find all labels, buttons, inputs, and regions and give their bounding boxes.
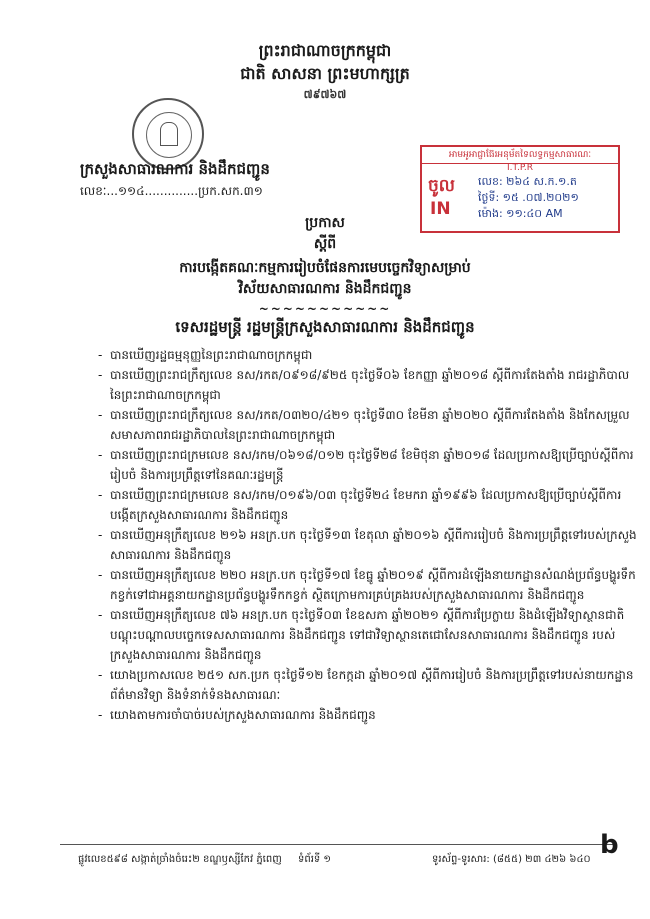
list-item: - បានឃើញរដ្ឋធម្មនុញ្ញនៃព្រះរាជាណាចក្រកម្ពុជា	[98, 348, 313, 362]
issuer-title: ទេសរដ្ឋមន្ត្រី រដ្ឋមន្ត្រីក្រសួងសាធារណការ និងដឹកជញ្ជូន	[175, 318, 475, 336]
list-item: - បានឃើញអនុក្រឹត្យលេខ ២១៦ អនក្រ.បក ចុះថ្ងៃទី១៣ ខែតុលា ឆ្នាំ២០១៦ ស្តីពីការរៀបចំ និងការប្រព្រឹត្តទៅរបស់ក្រសួងសាធារណការ និងដឹកជញ្ជូន	[98, 528, 637, 562]
stamp-date: ថ្ងៃទី: ១៥ .០៧.២០២១	[478, 191, 579, 204]
doc-type: ប្រកាស	[305, 215, 345, 231]
list-item: - បានឃើញព្រះរាជក្រឹត្យលេខ នស/រកត/០៩១៨/៩២៥ ចុះថ្ងៃទី០៦ ខែកញ្ញា ឆ្នាំ២០១៨ ស្តីពីការតែងតាំង រាជរដ្ឋាភិបាលនៃព្រះរាជាណាចក្រកម្ពុជា	[98, 368, 630, 402]
list-item: - យោងប្រកាសលេខ ២៥១ សក.ប្រក ចុះថ្ងៃទី១២ ខែកក្កដា ឆ្នាំ២០១៧ ស្តីពីការរៀបចំ និងការប្រព្រឹត្តទៅរបស់នាយកដ្ឋានព័ត៌មានវិទ្យា និងទំនាក់ទំនងសាធារណៈ	[98, 668, 634, 702]
footer-divider	[60, 844, 616, 845]
kingdom-heading: ព្រះរាជាណាចក្រកម្ពុជា	[258, 41, 392, 60]
list-item: - បានឃើញព្រះរាជក្រឹត្យលេខ នស/រកត/០៣២០/៤២១ ចុះថ្ងៃទី៣០ ខែមីនា ឆ្នាំ២០២០ ស្តីពីការតែងតាំង និងកែសម្រួលសមាសភាពរាជរដ្ឋាភិបាលនៃព្រះរាជាណាចក្រកម្ពុជា	[98, 408, 630, 442]
stamp-title: អាមអូអាជ្ញាធ៊ែរអនុម័តទៃលទ្ធកម្មសាធារណៈ	[422, 147, 618, 164]
page-number: ទំព័រទី ១	[298, 854, 331, 865]
motto-heading: ជាតិ សាសនា ព្រះមហាក្សត្រ	[240, 64, 410, 83]
list-item: - យោងតាមការចាំបាច់របស់ក្រសួងសាធារណការ និងដឹកជញ្ជូន	[98, 708, 376, 722]
footer-phone: ទូរស័ព្ទ-ទូរសារ: (៨៥៥) ២៣ ៤២៦ ៦៤០	[432, 854, 591, 865]
reference-number: លេខៈ...១១៤..............ប្រក.សក.៣១	[80, 184, 263, 198]
stamp-time: ម៉ោង: ១១:៤០ AM	[478, 207, 563, 220]
list-item: - បានឃើញអនុក្រឹត្យលេខ ៧៦ អនក្រ.បក ចុះថ្ងៃទី០៣ ខែឧសភា ឆ្នាំ២០២១ ស្តីពីការប្រែក្លាយ និងដំឡើងវិទ្យាស្ថានជាតិបណ្តុះបណ្តាលបច្ចេកទេសសាធារណការ និងដឹកជញ្ជូន ទៅជាវិទ្យាស្ថានតេជោសែនសាធារណការ និងដឹកជញ្ជូន របស់ក្រសួងសាធារណការ និងដឹកជញ្ជូន	[98, 608, 625, 662]
handwritten-initial: b	[600, 830, 619, 860]
stamp-in-label: IN	[430, 199, 451, 219]
list-item: - បានឃើញអនុក្រឹត្យលេខ ២២០ អនក្រ.បក ចុះថ្ងៃទី១៧ ខែធ្នូ ឆ្នាំ២០១៩ ស្តីពីការដំឡើងនាយកដ្ឋានសំណង់ប្រព័ន្ធបង្ហូរទឹកកខ្វក់ទៅជាអគ្គនាយកដ្ឋានប្រព័ន្ធបង្ហូរទឹកកខ្វក់ ស្ថិតក្រោមការគ្រប់គ្រងរបស់ក្រសួងសាធារណការ និងដឹកជញ្ជូន	[98, 568, 636, 602]
doc-subject-line2: វិស័យសាធារណការ និងដឹកជញ្ជូន	[238, 281, 412, 297]
list-item: - បានឃើញព្រះរាជក្រមលេខ នស/រកម/០៦១៨/០១២ ចុះថ្ងៃទី២៨ ខែមិថុនា ឆ្នាំ២០១៨ ដែលប្រកាសឱ្យប្រើច្បាប់ស្តីពីការរៀបចំ និងការប្រព្រឹត្តទៅនៃគណៈរដ្ឋមន្ត្រី	[98, 448, 634, 482]
stamp-code: I.T.P.R	[507, 163, 533, 173]
header-ornament: ៧៩៧៦៧	[303, 88, 347, 101]
list-item: - បានឃើញព្រះរាជក្រមលេខ នស/រកម/០១៩៦/០៣ ចុះថ្ងៃទី២៤ ខែមករា ឆ្នាំ១៩៩៦ ដែលប្រកាសឱ្យប្រើច្បាប់ស្តីពីការបង្កើតក្រសួងសាធារណការ និងដឹកជញ្ជូន	[98, 488, 622, 522]
footer-address: ផ្លូវលេខ៥៩៨ សង្កាត់ច្រាំងចំរេះ២ ខណ្ឌឫស្សីកែវ ភ្នំពេញ	[78, 854, 282, 865]
doc-about: ស្តីពី	[313, 236, 337, 252]
ministry-name: ក្រសួងសាធារណការ និងដឹកជញ្ជូន	[80, 160, 270, 178]
doc-subject-line1: ការបង្កើតគណៈកម្មការរៀបចំផែនការមេបច្ចេកវិទ្យាសម្រាប់	[179, 260, 471, 276]
stamp-in-khmer: ចូល	[428, 176, 455, 196]
preamble-list	[98, 345, 638, 725]
title-ornament: ~~~~~~~~~~~	[258, 302, 392, 316]
stamp-number: លេខ: ២៦៤ ស.ក.១.ត	[478, 175, 577, 188]
